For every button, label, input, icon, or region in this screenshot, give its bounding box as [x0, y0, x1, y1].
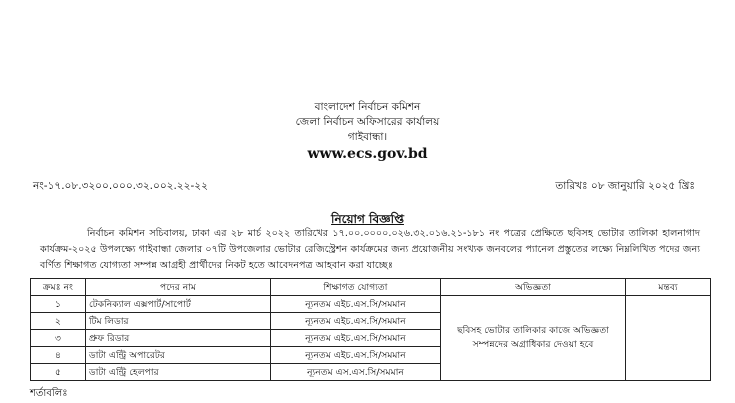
- row-serial: ৪: [31, 347, 86, 364]
- notice-date: তারিখঃ ০৮ জানুয়ারি ২০২৫ খ্রিঃ: [555, 180, 695, 192]
- remarks-cell: [626, 296, 711, 381]
- row-post: ডাটা এন্ট্রি হেলপার: [86, 364, 271, 381]
- col-experience: অভিজ্ঞতা: [441, 279, 626, 296]
- row-serial: ২: [31, 313, 86, 330]
- row-qualification: ন্যূনতম এইচ.এস.সি/সমমান: [271, 330, 441, 347]
- col-serial: ক্রমঃ নং: [31, 279, 86, 296]
- row-qualification: ন্যূনতম এস.এস.সি/সমমান: [271, 364, 441, 381]
- row-qualification: ন্যূনতম এইচ.এস.সি/সমমান: [271, 313, 441, 330]
- col-remarks: মন্তব্য: [626, 279, 711, 296]
- notice-body: নির্বাচন কমিশন সচিবালয়, ঢাকা এর ২৮ মার্চ ২০২২ তারিখের ১৭.০০.০০০০.০২৬.৩২.০১৬.২১-১৮১ নং পত্রের প্রেক্ষিতে ছবিসহ ভোটার তালিকা হালনাগাদ কার্যক্রম-২০২৫ উপলক্ষ্যে গাইবান্ধা জেলার ০৭টি উপজেলার ভোটার রেজিস্ট্রেশন কার্যক্রমের জন্য প্রয়োজনীয় সংখ্যক জনবলের প্যানেল প্রস্তুতের লক্ষ্যে নিম্নলিখিত পদের জন্য বর্ণিত শিক্ষাগত যোগ্যতা সম্পন্ন আগ্রহী প্রার্থীদের নিকট হতে আবেদনপত্র আহবান করা যাচ্ছেঃ: [40, 228, 700, 271]
- posts-table: [30, 278, 711, 381]
- col-qualification: শিক্ষাগত যোগ্যতা: [271, 279, 441, 296]
- row-post: টিম লিডার: [86, 313, 271, 330]
- row-post: ডাটা এন্ট্রি অপারেটর: [86, 347, 271, 364]
- experience-cell: ছবিসহ ভোটার তালিকার কাজে অভিজ্ঞতা সম্পন্নদের অগ্রাধিকার দেওয়া হবে: [441, 296, 626, 381]
- row-serial: ৩: [31, 330, 86, 347]
- row-post: প্রুফ রিডার: [86, 330, 271, 347]
- col-post: পদের নাম: [86, 279, 271, 296]
- header-office: জেলা নির্বাচন অফিসারের কার্যালয়: [295, 116, 440, 128]
- website-link[interactable]: www.ecs.gov.bd: [307, 146, 428, 162]
- table-header-row: [31, 279, 711, 296]
- row-qualification: ন্যূনতম এইচ.এস.সি/সমমান: [271, 296, 441, 313]
- row-qualification: ন্যূনতম এইচ.এস.সি/সমমান: [271, 347, 441, 364]
- row-serial: ১: [31, 296, 86, 313]
- header-district: গাইবান্ধা।: [347, 131, 388, 143]
- row-post: টেকনিক্যাল এক্সপার্ট/সাপোর্ট: [86, 296, 271, 313]
- header-commission: বাংলাদেশ নির্বাচন কমিশন: [314, 101, 421, 113]
- reference-number: নং-১৭.০৮.৩২০০.০০০.৩২.০০২.২২-২২: [33, 180, 208, 192]
- notice-title-text: নিয়োগ বিজ্ঞপ্তি: [331, 212, 404, 226]
- conditions-heading: শর্তাবলিঃ: [30, 388, 68, 399]
- table-row: [31, 296, 711, 313]
- row-serial: ৫: [31, 364, 86, 381]
